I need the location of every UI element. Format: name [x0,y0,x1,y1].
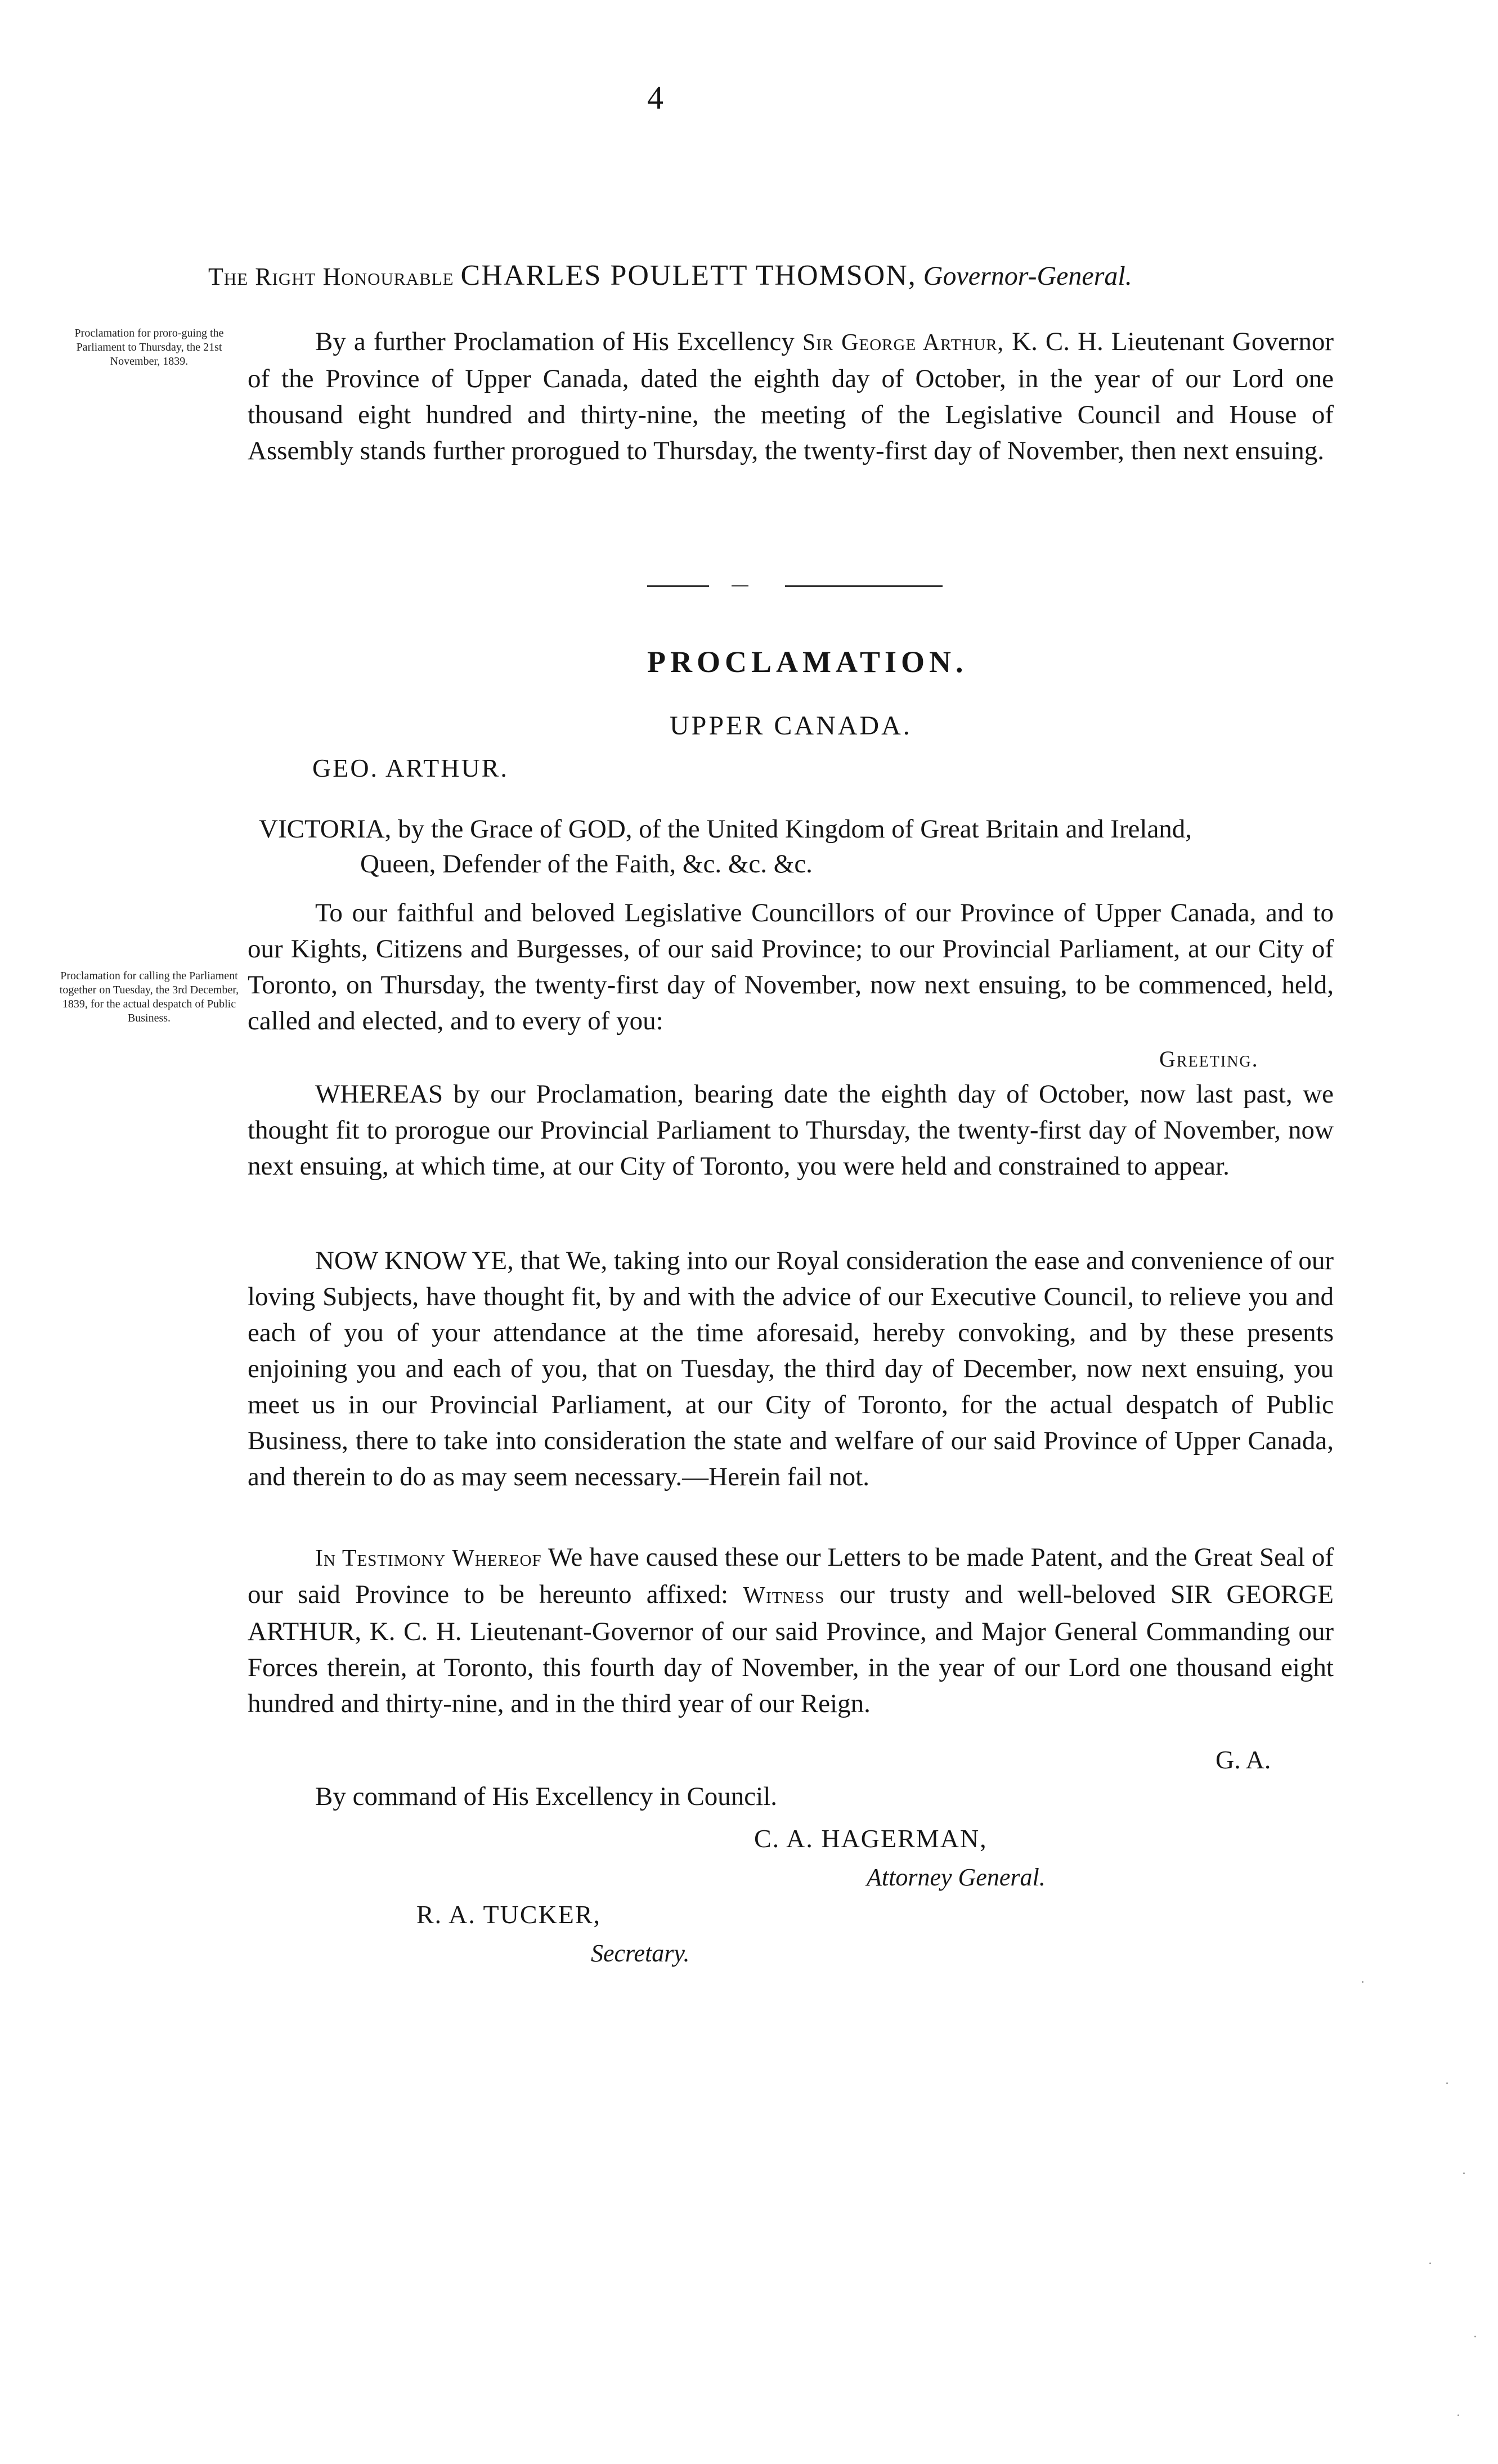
secretary-title: Secretary. [591,1939,690,1967]
divider-rule-right [785,585,943,587]
proclamation-title: PROCLAMATION. [647,645,968,679]
divider-rule-dot [732,585,748,586]
province-name: UPPER CANADA. [670,711,912,741]
margin-note-prorogue: Proclamation for proro-guing the Parliament to Thursday, the 21st November, 1839. [74,327,224,368]
secretary-name: R. A. TUCKER, [416,1900,602,1929]
testimony-part2: our trusty and well-beloved SIR GEORGE ARTHUR, K. C. H. Lieutenant-Governor of our said Province, and Major General Commanding our Forces therein, at Toronto, this fourth day of November, in the year of our Lord one thousand eight hundred and thirty-nine, and in the third year of our Reign. [248,1580,1334,1718]
royal-style [259,812,1339,881]
address-paragraph: To our faithful and beloved Legislative Councillors of our Province of Upper Canada, and to our Kights, Citizens and Burgesses, of our said Province; to our Provincial Parliament, at our City of Toronto, on Thursday, the twenty-first day of November, now next ensuing, to be commenced, held, called and elected, and to every of you: [248,898,1334,1036]
heading-role: Governor-General. [923,261,1132,291]
scan-speck [1362,1981,1364,1983]
scan-speck [1457,2414,1459,2416]
page-heading [208,259,1289,292]
paragraph1-name: Sir George Arthur, [802,330,1004,356]
paragraph1-lead: By a further Proclamation of His Excellency [315,327,795,356]
royal-style-line1: VICTORIA, by the Grace of GOD, of the United Kingdom of Great Britain and Ireland, [259,814,1192,844]
testimony-paragraph [248,1539,1334,1722]
scan-speck [1446,2082,1448,2084]
divider-rule-left [647,585,709,587]
margin-note-calling: Proclamation for calling the Parliament together on Tuesday, the 3rd December, 1839, for the actual despatch of Public Business. [59,970,239,1024]
now-know-ye-paragraph: NOW KNOW YE, that We, taking into our Royal consideration the ease and convenience of our loving Subjects, have thought fit, by and with the advice of our Executive Council, to relieve you and each of you of your attendance at the time aforesaid, hereby convoking, and by these presents enjoining you and each of you, that on Tuesday, the third day of December, now next ensuing, you meet us in our Provincial Parliament, at our City of Toronto, for the actual despatch of Public Business, there to take into consideration the state and welfare of our said Province of Upper Canada, and therein to do as may seem necessary.—Herein fail not. [248,1246,1334,1491]
testimony-part1: We have caused these our Letters to be made Patent, and the Great Seal of our said Province to be hereunto affixed: [248,1543,1334,1609]
scan-speck [1463,2172,1465,2174]
scan-speck [1429,2263,1431,2264]
attorney-general-title: Attorney General. [867,1863,1046,1891]
command-line: By command of His Excellency in Council. [315,1782,778,1811]
greeting: Greeting. [1159,1046,1259,1072]
paragraph1-rest: K. C. H. Lieutenant Governor of the Province of Upper Canada, dated the eighth day of October, in the year of our Lord one thousand eight hundred and thirty-nine, the meeting of the Legislative Council and House of Assembly stands further prorogued to Thursday, the twenty-first day of November, then next ensuing. [248,327,1334,465]
whereas-paragraph: WHEREAS by our Proclamation, bearing date the eighth day of October, now last past, we thought fit to prorogue our Provincial Parliament to Thursday, the twenty-first day of November, now next ensuing, at which time, at our City of Toronto, you were held and constrained to appear. [248,1079,1334,1181]
royal-style-line2: Queen, Defender of the Faith, &c. &c. &c. [360,849,813,879]
initials: G. A. [1216,1745,1271,1774]
testimony-lead: In Testimony Whereof [315,1545,542,1571]
witness-word: Witness [743,1583,825,1609]
heading-name: CHARLES POULETT THOMSON, [460,259,917,292]
scan-speck [1474,2336,1476,2337]
attorney-general-name: C. A. HAGERMAN, [754,1824,988,1853]
lieutenant-governor-signature: GEO. ARTHUR. [312,754,509,782]
further-proclamation-paragraph [248,324,1334,469]
page-number: 4 [647,79,663,116]
heading-prefix: The Right Honourable [208,263,454,290]
